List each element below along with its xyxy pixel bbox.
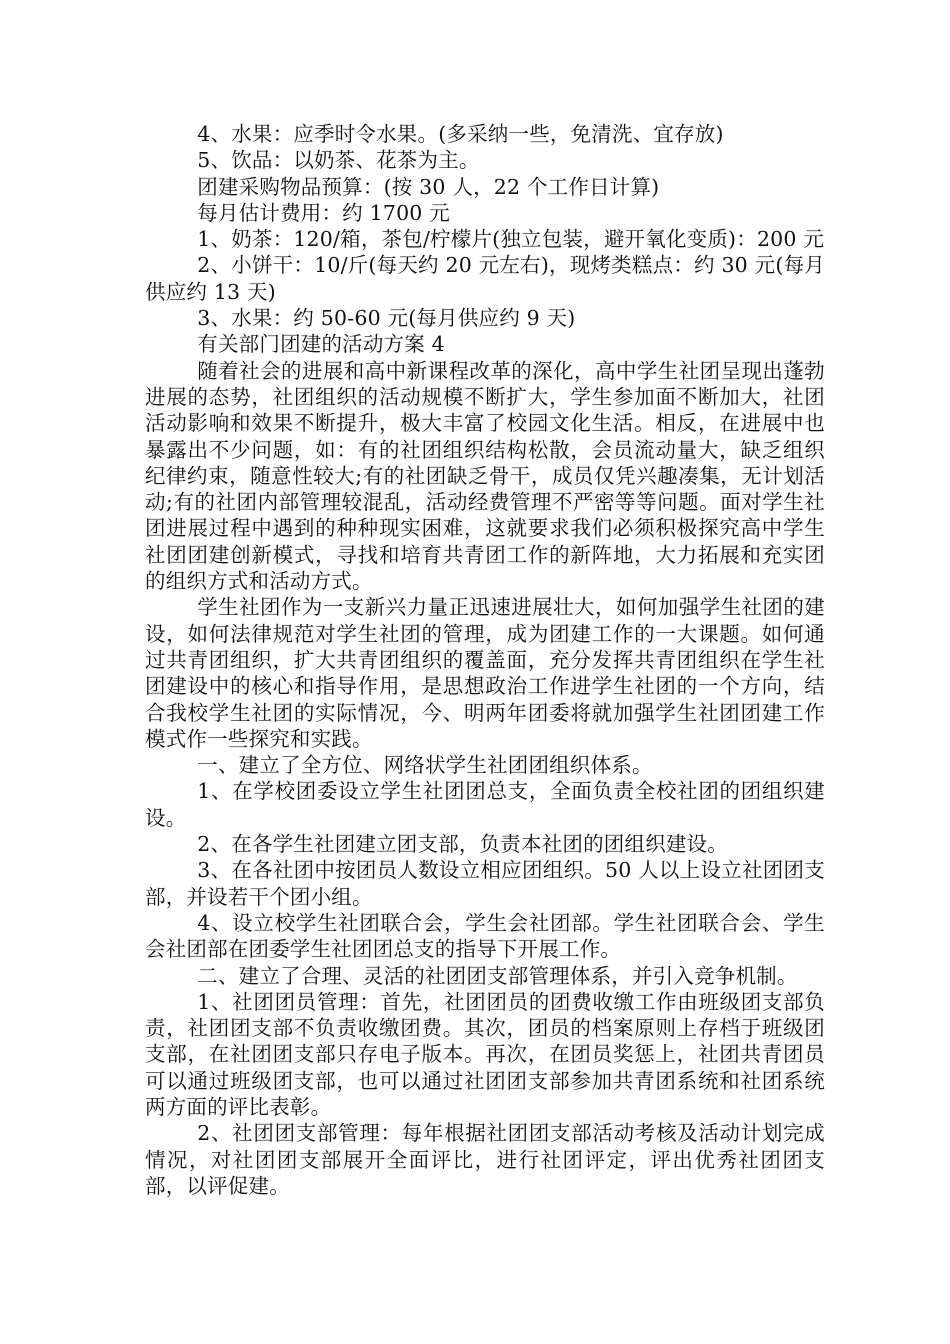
paragraph-fruit: 4、水果：应季时令水果。(多采纳一些，免清洗、宜存放) xyxy=(197,122,724,146)
paragraph-monthly-cost: 每月估计费用：约 1700 元 xyxy=(197,200,450,225)
paragraph-club-building: 学生社团作为一支新兴力量正迅速进展壮大，如何加强学生社团的建设，如何法律规范对学生社团的管理，成为团建工作的一大课题。如何通过共青团组织，扩大共青团组织的覆盖面，充分发挥共青团组织在学生社团建设中的核心和指导作用，是思想政治工作进学生社团的一个方向，结合我校学生社团的实际情况，今、明两年团委将就加强学生社团团建工作模式作一些探究和实践。 xyxy=(145,595,825,751)
list-item-member-management: 1、社团团员管理：首先，社团团员的团费收缴工作由班级团支部负责，社团团支部不负责收缴团费。其次，团员的档案原则上存档于班级团支部，在社团团支部只存电子版本。再次，在团员奖惩上，社团共青团员可以通过班级团支部，也可以通过社团团支部参加共青团系统和社团系统两方面的评比表彰。 xyxy=(145,989,825,1119)
list-item-club-branch: 2、在各学生社团建立团支部，负责本社团的团组织建设。 xyxy=(197,832,729,857)
paragraph-biscuit-cost: 2、小饼干：10/斤(每天约 20 元左右)，现烤类糕点：约 30 元(每月供应约 13 天) xyxy=(145,253,825,304)
paragraph-drinks: 5、饮品：以奶茶、花茶为主。 xyxy=(197,148,480,173)
list-item-club-federation: 4、设立校学生社团联合会，学生会社团部。学生社团联合会、学生会社团部在团委学生社团团总支的指导下开展工作。 xyxy=(145,910,825,962)
heading-organization-system: 一、建立了全方位、网络状学生社团团组织体系。 xyxy=(197,753,653,778)
section-title-plan-4: 有关部门团建的活动方案 4 xyxy=(197,332,445,357)
document-body xyxy=(145,121,825,1199)
paragraph-milk-tea-cost: 1、奶茶：120/箱，茶包/柠檬片(独立包装，避开氧化变质)：200 元 xyxy=(197,227,825,252)
list-item-member-organization: 3、在各社团中按团员人数设立相应团组织。50 人以上设立社团团支部，并设若干个团小组。 xyxy=(145,858,825,909)
paragraph-background: 随着社会的进展和高中新课程改革的深化，高中学生社团呈现出蓬勃进展的态势，社团组织的活动规模不断扩大，学生参加面不断加大，社团活动影响和效果不断提升，极大丰富了校园文化生活。相反，在进展中也暴露出不少问题，如：有的社团组织结构松散，会员流动量大，缺乏组织纪律约束，随意性较大;有的社团缺乏骨干，成员仅凭兴趣凑集，无计划活动;有的社团内部管理较混乱，活动经费管理不严密等等问题。面对学生社团进展过程中遇到的种种现实困难，这就要求我们必须积极探究高中学生社团团建创新模式，寻找和培育共青团工作的新阵地，大力拓展和充实团的组织方式和活动方式。 xyxy=(145,358,825,594)
list-item-general-branch: 1、在学校团委设立学生社团团总支，全面负责全校社团的团组织建设。 xyxy=(145,779,825,830)
list-item-branch-management: 2、社团团支部管理：每年根据社团团支部活动考核及活动计划完成情况，对社团团支部展开全面评比，进行社团评定，评出优秀社团团支部，以评促建。 xyxy=(145,1121,825,1198)
heading-management-system: 二、建立了合理、灵活的社团团支部管理体系，并引入竞争机制。 xyxy=(197,963,798,988)
paragraph-fruit-cost: 3、水果：约 50-60 元(每月供应约 9 天) xyxy=(197,306,576,331)
paragraph-budget-heading: 团建采购物品预算：(按 30 人，22 个工作日计算) xyxy=(197,174,660,199)
